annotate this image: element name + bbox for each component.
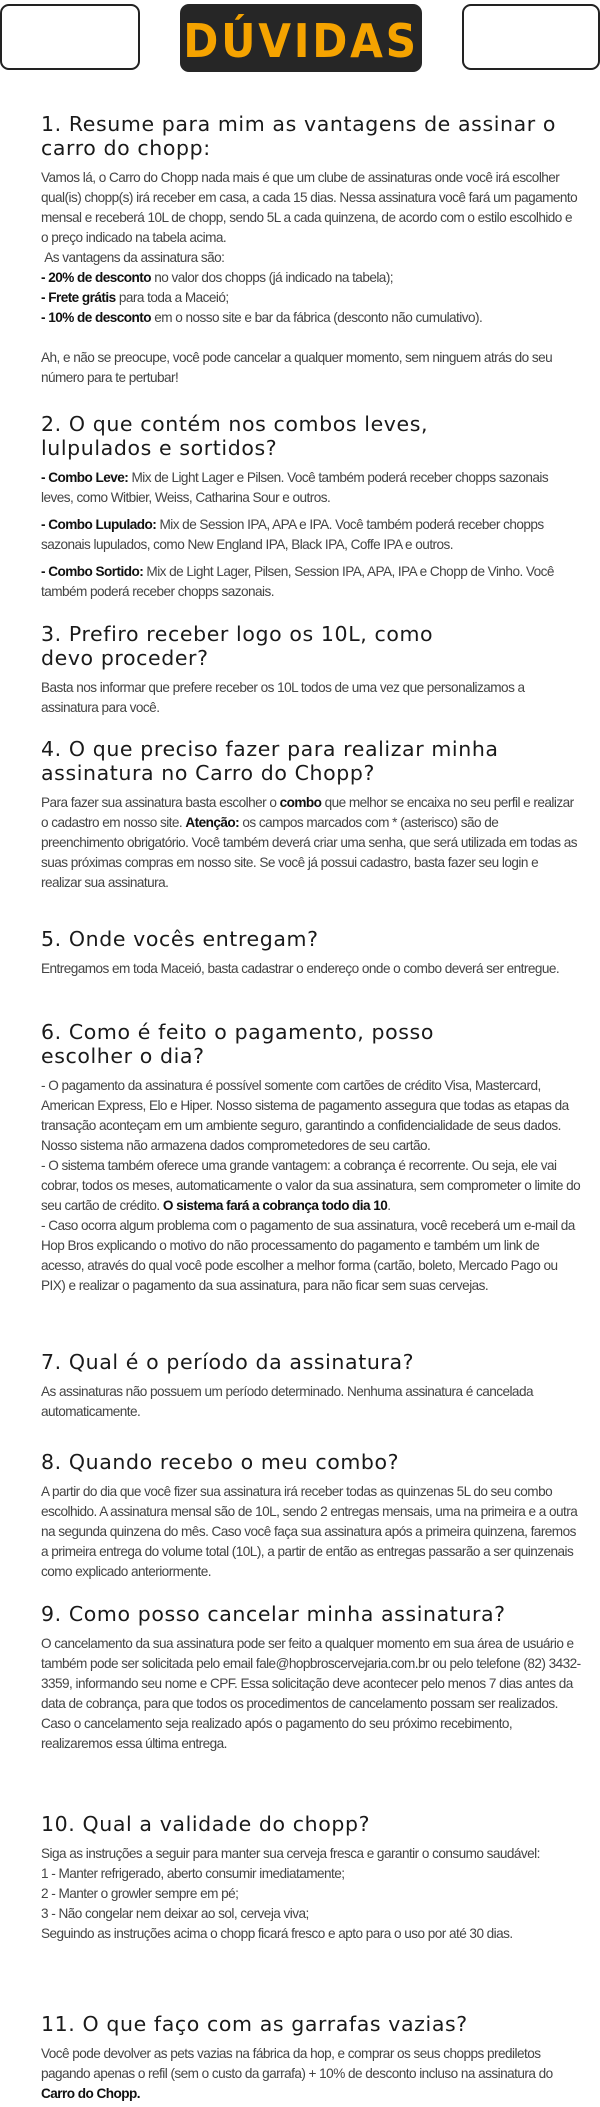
faq-answer-paragraph xyxy=(41,288,581,308)
faq-question: 8. Quando recebo o meu combo? xyxy=(41,1450,400,1474)
answer-text: para toda a Maceió; xyxy=(115,290,229,305)
faq-answer-paragraph xyxy=(41,1382,581,1422)
answer-text: As vantagens da assinatura são: xyxy=(41,250,225,265)
answer-text: . xyxy=(387,1198,391,1213)
page-title: DÚVIDAS xyxy=(183,14,419,68)
faq-item xyxy=(41,1812,581,1944)
bold-text: - Frete grátis xyxy=(41,290,116,305)
faq-item xyxy=(41,1350,581,1422)
faq-item xyxy=(41,622,581,718)
answer-text: O cancelamento da sua assinatura pode ser feito a qualquer momento em sua área de usuário e também pode ser solicitada pelo email fale@hopbroscervejaria.com.br ou pelo telefone (82) 3432-3359, informando seu nome e CPF. Essa solicitação deve acontecer pelo menos 7 dias antes da data de cobrança, para que todos os procedimentos de cancelamento possam ser realizados. Caso o cancelamento seja realizado após o pagamento do seu próximo recebimento, realizaremos essa última entrega. xyxy=(41,1636,581,1751)
faq-item xyxy=(41,412,581,602)
answer-text: - O pagamento da assinatura é possível somente com cartões de crédito Visa, Mastercard, American Express, Elo e Hiper. Nosso sistema de pagamento assegura que todas as etapas da transação aconteçam em um ambiente seguro, garantindo a confidencialidade de seus dados. Nosso sistema não armazena dados comprometedores de seu cartão. xyxy=(41,1078,569,1153)
faq-answer-paragraph xyxy=(41,248,581,268)
answer-text: Basta nos informar que prefere receber os 10L todos de uma vez que personalizamos a assinatura para você. xyxy=(41,680,525,715)
faq-question: 6. Como é feito o pagamento, posso escolher o dia? xyxy=(41,1020,434,1068)
answer-text: - O sistema também oferece uma grande vantagem: a cobrança é recorrente. Ou seja, ele vai cobrar, todos os meses, automaticamente o valor da sua assinatura, sem comprometer o limite do seu cartão de crédito. xyxy=(41,1158,581,1213)
answer-text: 3 - Não congelar nem deixar ao sol, cerveja viva; xyxy=(41,1906,309,1921)
faq-question: 9. Como posso cancelar minha assinatura? xyxy=(41,1602,506,1626)
answer-text: no valor dos chopps (já indicado na tabela); xyxy=(151,270,394,285)
faq-question: 10. Qual a validade do chopp? xyxy=(41,1812,371,1836)
answer-text: em o nosso site e bar da fábrica (desconto não cumulativo). xyxy=(151,310,483,325)
right-placeholder-box xyxy=(462,4,600,70)
faq-answer-paragraph xyxy=(41,1904,581,1924)
faq-item xyxy=(41,927,581,979)
faq-answer-paragraph xyxy=(41,308,581,328)
faq-answer-paragraph xyxy=(41,515,581,555)
answer-text: Ah, e não se preocupe, você pode cancelar a qualquer momento, sem ninguem atrás do seu número para te pertubar! xyxy=(41,350,553,385)
answer-text: Para fazer sua assinatura basta escolher o xyxy=(41,795,280,810)
answer-text: 1 - Manter refrigerado, aberto consumir imediatamente; xyxy=(41,1866,345,1881)
answer-text: 2 - Manter o growler sempre em pé; xyxy=(41,1886,239,1901)
bold-text: - Combo Lupulado: xyxy=(41,517,157,532)
answer-text: Vamos lá, o Carro do Chopp nada mais é que um clube de assinaturas onde você irá escolher qual(is) chopp(s) irá receber em casa, a cada 15 dias. Nessa assinatura você fará um pagamento mensal e receberá 10L de chopp, sendo 5L a cada quinzena, de acordo com o estilo escolhido e o preço indicado na tabela acima. xyxy=(41,170,578,245)
bold-text: O sistema fará a cobrança todo dia 10 xyxy=(162,1198,388,1213)
answer-text: Siga as instruções a seguir para manter sua cerveja fresca e garantir o consumo saudável: xyxy=(41,1846,540,1861)
faq-answer-paragraph xyxy=(41,2044,581,2104)
faq-answer-paragraph xyxy=(41,959,581,979)
faq-question: 3. Prefiro receber logo os 10L, como devo proceder? xyxy=(41,622,434,670)
bold-text: combo xyxy=(279,795,322,810)
faq-question: 1. Resume para mim as vantagens de assinar o carro do chopp: xyxy=(41,112,557,160)
bold-text: - 10% de desconto xyxy=(41,310,152,325)
faq-question: 5. Onde vocês entregam? xyxy=(41,927,319,951)
answer-text: As assinaturas não possuem um período determinado. Nenhuma assinatura é cancelada automaticamente. xyxy=(41,1384,533,1419)
answer-text: Seguindo as instruções acima o chopp ficará fresco e apto para o uso por até 30 dias. xyxy=(41,1926,513,1941)
faq-question: 4. O que preciso fazer para realizar minha assinatura no Carro do Chopp? xyxy=(41,737,499,785)
faq-answer-paragraph xyxy=(41,1216,581,1296)
faq-answer-paragraph xyxy=(41,1864,581,1884)
faq-question: 2. O que contém nos combos leves, lulpulados e sortidos? xyxy=(41,412,429,460)
faq-item xyxy=(41,2012,581,2104)
faq-answer-paragraph xyxy=(41,562,581,602)
faq-question: 7. Qual é o período da assinatura? xyxy=(41,1350,415,1374)
answer-text: Mix de Light Lager, Pilsen, Session IPA, APA, IPA e Chopp de Vinho. Você também poderá receber chopps sazonais. xyxy=(41,564,554,599)
faq-answer-paragraph xyxy=(41,468,581,508)
faq-answer-paragraph xyxy=(41,793,581,893)
bold-text: Atenção: xyxy=(185,815,240,830)
left-placeholder-box xyxy=(0,4,140,70)
page-title-banner xyxy=(180,4,422,72)
faq-answer-paragraph xyxy=(41,1844,581,1864)
faq-item xyxy=(41,1602,581,1754)
bold-text: - Combo Leve: xyxy=(41,470,129,485)
faq-answer-paragraph xyxy=(41,1482,581,1582)
answer-text: Mix de Light Lager e Pilsen. Você também poderá receber chopps sazonais leves, como Witbier, Weiss, Catharina Sour e outros. xyxy=(41,470,549,505)
faq-item xyxy=(41,1450,581,1582)
faq-answer-paragraph xyxy=(41,678,581,718)
answer-text: os campos marcados com * (asterisco) são de preenchimento obrigatório. Você também deverá criar uma senha, que será utilizada em todas as suas próximas compras em nosso site. Se você já possui cadastro, basta fazer seu login e realizar sua assinatura. xyxy=(41,815,577,890)
faq-item xyxy=(41,1020,581,1296)
bold-text: - 20% de desconto xyxy=(41,270,152,285)
faq-answer-paragraph xyxy=(41,348,581,388)
faq-answer-paragraph xyxy=(41,1634,581,1754)
faq-answer-paragraph xyxy=(41,1076,581,1156)
answer-text: Mix de Session IPA, APA e IPA. Você também poderá receber chopps sazonais lupulados, como New England IPA, Black IPA, Coffe IPA e outros. xyxy=(41,517,544,552)
faq-answer-paragraph xyxy=(41,268,581,288)
faq-item xyxy=(41,112,581,388)
faq-item xyxy=(41,737,581,893)
faq-answer-paragraph xyxy=(41,1156,581,1216)
faq-answer-paragraph xyxy=(41,1924,581,1944)
bold-text: Carro do Chopp. xyxy=(41,2086,140,2101)
answer-text: - Caso ocorra algum problema com o pagamento de sua assinatura, você receberá um e-mail da Hop Bros explicando o motivo do não processamento do pagamento e também um link de acesso, através do qual você pode escolher a melhor forma (cartão, boleto, Mercado Pago ou PIX) e realizar o pagamento da sua assinatura, para não ficar sem suas cervejas. xyxy=(41,1218,575,1293)
answer-text: Entregamos em toda Maceió, basta cadastrar o endereço onde o combo deverá ser entregue. xyxy=(41,961,560,976)
bold-text: - Combo Sortido: xyxy=(41,564,144,579)
answer-text: Você pode devolver as pets vazias na fábrica da hop, e comprar os seus chopps prediletos pagando apenas o refil (sem o custo da garrafa) + 10% de desconto incluso na assinatura do xyxy=(41,2046,553,2081)
answer-text: que melhor se encaixa no seu perfil e realizar o cadastro em nosso site. xyxy=(41,795,574,830)
faq-answer-paragraph xyxy=(41,328,581,348)
answer-text: A partir do dia que você fizer sua assinatura irá receber todas as quinzenas 5L do seu combo escolhido. A assinatura mensal são de 10L, sendo 2 entregas mensais, uma na primeira e a outra na segunda quinzena do mês. Caso você faça sua assinatura após a primeira quinzena, faremos a primeira entrega do volume total (10L), a partir de então as entregas passarão a ser quinzenais como explicado anteriormente. xyxy=(41,1484,578,1579)
faq-answer-paragraph xyxy=(41,1884,581,1904)
faq-question: 11. O que faço com as garrafas vazias? xyxy=(41,2012,468,2036)
faq-answer-paragraph xyxy=(41,168,581,248)
